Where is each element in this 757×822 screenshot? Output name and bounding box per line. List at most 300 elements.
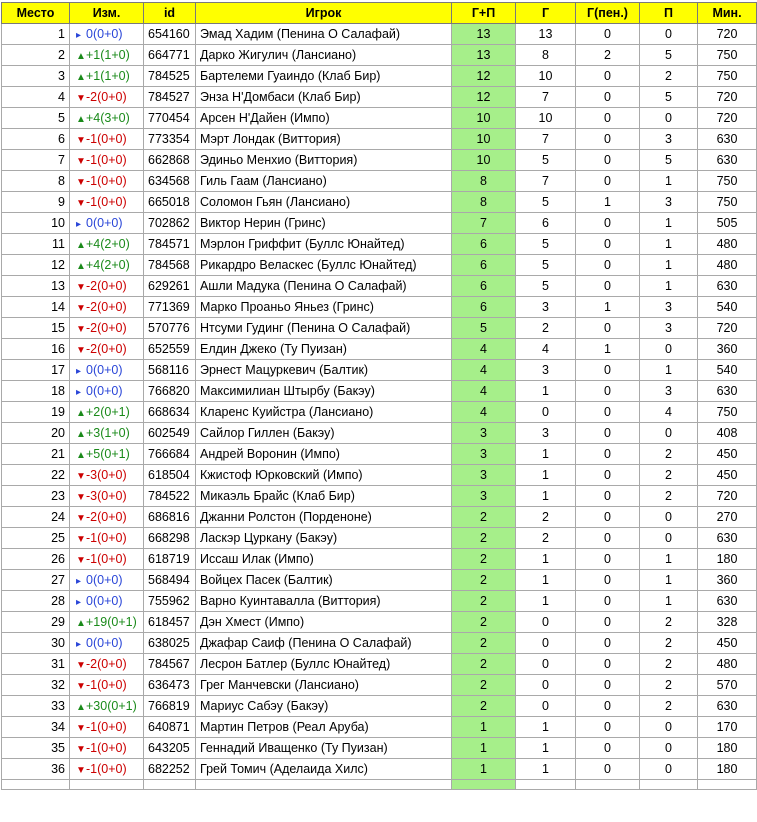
goals-cell[interactable]: 7: [516, 87, 576, 108]
goals-cell[interactable]: 7: [516, 129, 576, 150]
goals-cell[interactable]: 7: [516, 171, 576, 192]
minutes-cell[interactable]: 630: [698, 591, 757, 612]
minutes-cell[interactable]: 328: [698, 612, 757, 633]
goals-plus-assists-cell[interactable]: 4: [452, 360, 516, 381]
penalty-goals-cell[interactable]: 0: [576, 696, 640, 717]
table-row[interactable]: [2, 192, 757, 213]
penalty-goals-cell[interactable]: 0: [576, 213, 640, 234]
assists-cell[interactable]: 1: [640, 549, 698, 570]
place-cell[interactable]: 34: [2, 717, 70, 738]
minutes-cell[interactable]: 720: [698, 24, 757, 45]
assists-cell[interactable]: 1: [640, 255, 698, 276]
player-cell[interactable]: Арсен Н'Дайен (Импо): [196, 108, 452, 129]
change-cell[interactable]: [70, 423, 144, 444]
table-row[interactable]: [2, 759, 757, 780]
place-cell[interactable]: 16: [2, 339, 70, 360]
place-cell[interactable]: 7: [2, 150, 70, 171]
player-cell[interactable]: Грег Манчевски (Лансиано): [196, 675, 452, 696]
place-cell[interactable]: 14: [2, 297, 70, 318]
goals-cell[interactable]: 0: [516, 633, 576, 654]
player-cell[interactable]: Сайлор Гиллен (Бакэу): [196, 423, 452, 444]
change-cell[interactable]: [70, 339, 144, 360]
goals-plus-assists-cell[interactable]: 2: [452, 612, 516, 633]
place-cell[interactable]: 3: [2, 66, 70, 87]
goals-plus-assists-cell[interactable]: 4: [452, 381, 516, 402]
player-cell[interactable]: Грей Томич (Аделаида Хилс): [196, 759, 452, 780]
id-cell[interactable]: 636473: [144, 675, 196, 696]
penalty-goals-cell[interactable]: 0: [576, 549, 640, 570]
player-cell[interactable]: Эрнест Мацуркевич (Балтик): [196, 360, 452, 381]
minutes-cell[interactable]: 170: [698, 717, 757, 738]
player-cell[interactable]: Гиль Гаам (Лансиано): [196, 171, 452, 192]
change-cell[interactable]: [70, 276, 144, 297]
change-cell[interactable]: [70, 759, 144, 780]
id-cell[interactable]: 652559: [144, 339, 196, 360]
penalty-goals-cell[interactable]: 0: [576, 381, 640, 402]
id-cell[interactable]: 640871: [144, 717, 196, 738]
place-cell[interactable]: 21: [2, 444, 70, 465]
penalty-goals-cell[interactable]: 0: [576, 24, 640, 45]
player-cell[interactable]: Андрей Воронин (Импо): [196, 444, 452, 465]
change-cell[interactable]: [70, 507, 144, 528]
place-cell[interactable]: 15: [2, 318, 70, 339]
place-cell[interactable]: 12: [2, 255, 70, 276]
goals-cell[interactable]: 2: [516, 318, 576, 339]
player-cell[interactable]: Дэн Хмест (Импо): [196, 612, 452, 633]
player-cell[interactable]: Марко Проаньо Яньез (Гринс): [196, 297, 452, 318]
id-cell[interactable]: 770454: [144, 108, 196, 129]
assists-cell[interactable]: 0: [640, 108, 698, 129]
minutes-cell[interactable]: 180: [698, 759, 757, 780]
goals-plus-assists-cell[interactable]: 13: [452, 45, 516, 66]
place-cell[interactable]: 13: [2, 276, 70, 297]
goals-cell[interactable]: 8: [516, 45, 576, 66]
place-cell[interactable]: 26: [2, 549, 70, 570]
place-cell[interactable]: 8: [2, 171, 70, 192]
table-row[interactable]: [2, 318, 757, 339]
minutes-cell[interactable]: 630: [698, 696, 757, 717]
penalty-goals-cell[interactable]: 0: [576, 444, 640, 465]
table-row[interactable]: [2, 402, 757, 423]
table-row[interactable]: [2, 465, 757, 486]
goals-cell[interactable]: 5: [516, 192, 576, 213]
id-cell[interactable]: 570776: [144, 318, 196, 339]
goals-plus-assists-cell[interactable]: 3: [452, 465, 516, 486]
goals-plus-assists-cell[interactable]: 1: [452, 738, 516, 759]
penalty-goals-cell[interactable]: 2: [576, 45, 640, 66]
goals-plus-assists-cell[interactable]: 6: [452, 255, 516, 276]
goals-plus-assists-cell[interactable]: 12: [452, 66, 516, 87]
place-cell[interactable]: 27: [2, 570, 70, 591]
goals-plus-assists-cell[interactable]: 4: [452, 339, 516, 360]
goals-plus-assists-cell[interactable]: 6: [452, 297, 516, 318]
table-row[interactable]: [2, 66, 757, 87]
assists-cell[interactable]: 0: [640, 759, 698, 780]
minutes-cell[interactable]: 180: [698, 549, 757, 570]
id-cell[interactable]: 784568: [144, 255, 196, 276]
place-cell[interactable]: 2: [2, 45, 70, 66]
goals-plus-assists-cell[interactable]: 7: [452, 213, 516, 234]
goals-cell[interactable]: 13: [516, 24, 576, 45]
assists-cell[interactable]: 2: [640, 486, 698, 507]
goals-plus-assists-cell[interactable]: 1: [452, 717, 516, 738]
penalty-goals-cell[interactable]: 0: [576, 759, 640, 780]
penalty-goals-cell[interactable]: 0: [576, 318, 640, 339]
goals-cell[interactable]: 0: [516, 654, 576, 675]
minutes-cell[interactable]: 450: [698, 465, 757, 486]
penalty-goals-cell[interactable]: 0: [576, 171, 640, 192]
goals-plus-assists-cell[interactable]: 10: [452, 108, 516, 129]
change-cell[interactable]: [70, 591, 144, 612]
place-cell[interactable]: 31: [2, 654, 70, 675]
id-cell[interactable]: 755962: [144, 591, 196, 612]
id-cell[interactable]: 643205: [144, 738, 196, 759]
minutes-cell[interactable]: 630: [698, 276, 757, 297]
table-row[interactable]: [2, 150, 757, 171]
penalty-goals-cell[interactable]: 0: [576, 465, 640, 486]
minutes-cell[interactable]: 450: [698, 444, 757, 465]
minutes-cell[interactable]: 450: [698, 633, 757, 654]
assists-cell[interactable]: 1: [640, 591, 698, 612]
id-cell[interactable]: 771369: [144, 297, 196, 318]
id-cell[interactable]: 568494: [144, 570, 196, 591]
change-cell[interactable]: [70, 255, 144, 276]
goals-cell[interactable]: 1: [516, 381, 576, 402]
table-row[interactable]: [2, 339, 757, 360]
col-header-penalty-goals[interactable]: Г(пен.): [576, 3, 640, 24]
place-cell[interactable]: 19: [2, 402, 70, 423]
assists-cell[interactable]: 3: [640, 297, 698, 318]
assists-cell[interactable]: 1: [640, 360, 698, 381]
col-header-assists[interactable]: П: [640, 3, 698, 24]
col-header-goals[interactable]: Г: [516, 3, 576, 24]
penalty-goals-cell[interactable]: 0: [576, 66, 640, 87]
goals-cell[interactable]: 1: [516, 738, 576, 759]
table-row[interactable]: [2, 213, 757, 234]
goals-cell[interactable]: 1: [516, 486, 576, 507]
id-cell[interactable]: 784527: [144, 87, 196, 108]
assists-cell[interactable]: 0: [640, 339, 698, 360]
player-cell[interactable]: Мэрлон Гриффит (Буллс Юнайтед): [196, 234, 452, 255]
player-cell[interactable]: Энза Н'Домбаси (Клаб Бир): [196, 87, 452, 108]
player-cell[interactable]: Бартелеми Гуаиндо (Клаб Бир): [196, 66, 452, 87]
penalty-goals-cell[interactable]: 0: [576, 150, 640, 171]
change-cell[interactable]: [70, 570, 144, 591]
place-cell[interactable]: 24: [2, 507, 70, 528]
table-row[interactable]: [2, 675, 757, 696]
goals-cell[interactable]: 3: [516, 423, 576, 444]
minutes-cell[interactable]: 570: [698, 675, 757, 696]
assists-cell[interactable]: 2: [640, 465, 698, 486]
goals-plus-assists-cell[interactable]: 1: [452, 759, 516, 780]
goals-cell[interactable]: 5: [516, 255, 576, 276]
penalty-goals-cell[interactable]: 0: [576, 360, 640, 381]
minutes-cell[interactable]: 630: [698, 381, 757, 402]
goals-plus-assists-cell[interactable]: 2: [452, 675, 516, 696]
assists-cell[interactable]: 0: [640, 528, 698, 549]
table-row[interactable]: [2, 696, 757, 717]
table-row[interactable]: [2, 45, 757, 66]
goals-plus-assists-cell[interactable]: 2: [452, 570, 516, 591]
assists-cell[interactable]: 0: [640, 423, 698, 444]
table-row[interactable]: [2, 738, 757, 759]
player-cell[interactable]: Мартин Петров (Реал Аруба): [196, 717, 452, 738]
place-cell[interactable]: 18: [2, 381, 70, 402]
change-cell[interactable]: [70, 717, 144, 738]
change-cell[interactable]: [70, 129, 144, 150]
penalty-goals-cell[interactable]: 0: [576, 423, 640, 444]
assists-cell[interactable]: 3: [640, 192, 698, 213]
place-cell[interactable]: 5: [2, 108, 70, 129]
player-cell[interactable]: Кларенс Куийстра (Лансиано): [196, 402, 452, 423]
goals-plus-assists-cell[interactable]: 5: [452, 318, 516, 339]
goals-cell[interactable]: 5: [516, 234, 576, 255]
goals-cell[interactable]: 0: [516, 696, 576, 717]
table-row[interactable]: [2, 129, 757, 150]
change-cell[interactable]: [70, 549, 144, 570]
penalty-goals-cell[interactable]: 0: [576, 633, 640, 654]
id-cell[interactable]: 634568: [144, 171, 196, 192]
id-cell[interactable]: 784522: [144, 486, 196, 507]
minutes-cell[interactable]: 270: [698, 507, 757, 528]
place-cell[interactable]: 23: [2, 486, 70, 507]
id-cell[interactable]: 686816: [144, 507, 196, 528]
penalty-goals-cell[interactable]: 0: [576, 234, 640, 255]
table-row[interactable]: [2, 549, 757, 570]
table-row[interactable]: [2, 612, 757, 633]
table-row[interactable]: [2, 255, 757, 276]
table-row[interactable]: [2, 87, 757, 108]
player-cell[interactable]: Лесрон Батлер (Буллс Юнайтед): [196, 654, 452, 675]
minutes-cell[interactable]: 630: [698, 528, 757, 549]
goals-cell[interactable]: 1: [516, 591, 576, 612]
player-cell[interactable]: Мэрт Лондак (Виттория): [196, 129, 452, 150]
penalty-goals-cell[interactable]: 0: [576, 738, 640, 759]
place-cell[interactable]: 32: [2, 675, 70, 696]
change-cell[interactable]: [70, 654, 144, 675]
player-cell[interactable]: Рикардро Веласкес (Буллс Юнайтед): [196, 255, 452, 276]
player-cell[interactable]: Соломон Гьян (Лансиано): [196, 192, 452, 213]
minutes-cell[interactable]: 750: [698, 66, 757, 87]
player-cell[interactable]: Максимилиан Штырбу (Бакэу): [196, 381, 452, 402]
goals-plus-assists-cell[interactable]: 10: [452, 150, 516, 171]
assists-cell[interactable]: 3: [640, 381, 698, 402]
player-cell[interactable]: Ласкэр Цуркану (Бакэу): [196, 528, 452, 549]
change-cell[interactable]: [70, 738, 144, 759]
goals-plus-assists-cell[interactable]: 8: [452, 171, 516, 192]
penalty-goals-cell[interactable]: 0: [576, 654, 640, 675]
assists-cell[interactable]: 3: [640, 318, 698, 339]
table-row[interactable]: [2, 486, 757, 507]
minutes-cell[interactable]: 540: [698, 297, 757, 318]
change-cell[interactable]: [70, 108, 144, 129]
change-cell[interactable]: [70, 150, 144, 171]
id-cell[interactable]: 766819: [144, 696, 196, 717]
minutes-cell[interactable]: 750: [698, 402, 757, 423]
penalty-goals-cell[interactable]: 0: [576, 402, 640, 423]
goals-plus-assists-cell[interactable]: 3: [452, 486, 516, 507]
col-header-change[interactable]: Изм.: [70, 3, 144, 24]
goals-plus-assists-cell[interactable]: 6: [452, 276, 516, 297]
id-cell[interactable]: 766684: [144, 444, 196, 465]
id-cell[interactable]: 668298: [144, 528, 196, 549]
goals-plus-assists-cell[interactable]: 3: [452, 444, 516, 465]
place-cell[interactable]: 30: [2, 633, 70, 654]
change-cell[interactable]: [70, 465, 144, 486]
table-row[interactable]: [2, 528, 757, 549]
player-cell[interactable]: Микаэль Брайс (Клаб Бир): [196, 486, 452, 507]
goals-cell[interactable]: 3: [516, 297, 576, 318]
id-cell[interactable]: 618719: [144, 549, 196, 570]
goals-cell[interactable]: 2: [516, 507, 576, 528]
assists-cell[interactable]: 2: [640, 654, 698, 675]
penalty-goals-cell[interactable]: 1: [576, 339, 640, 360]
place-cell[interactable]: 9: [2, 192, 70, 213]
minutes-cell[interactable]: 630: [698, 129, 757, 150]
change-cell[interactable]: [70, 612, 144, 633]
goals-cell[interactable]: 0: [516, 402, 576, 423]
minutes-cell[interactable]: 505: [698, 213, 757, 234]
assists-cell[interactable]: 2: [640, 696, 698, 717]
id-cell[interactable]: 784525: [144, 66, 196, 87]
goals-plus-assists-cell[interactable]: 2: [452, 549, 516, 570]
table-row[interactable]: [2, 108, 757, 129]
id-cell[interactable]: 654160: [144, 24, 196, 45]
assists-cell[interactable]: 2: [640, 633, 698, 654]
goals-cell[interactable]: 1: [516, 759, 576, 780]
player-cell[interactable]: Эдиньо Менхио (Виттория): [196, 150, 452, 171]
penalty-goals-cell[interactable]: 0: [576, 528, 640, 549]
table-row[interactable]: [2, 717, 757, 738]
assists-cell[interactable]: 1: [640, 213, 698, 234]
minutes-cell[interactable]: 480: [698, 654, 757, 675]
id-cell[interactable]: 784571: [144, 234, 196, 255]
goals-cell[interactable]: 1: [516, 444, 576, 465]
col-header-minutes[interactable]: Мин.: [698, 3, 757, 24]
table-row[interactable]: [2, 171, 757, 192]
place-cell[interactable]: 10: [2, 213, 70, 234]
goals-plus-assists-cell[interactable]: 13: [452, 24, 516, 45]
id-cell[interactable]: 638025: [144, 633, 196, 654]
change-cell[interactable]: [70, 381, 144, 402]
id-cell[interactable]: 773354: [144, 129, 196, 150]
player-cell[interactable]: Джафар Саиф (Пенина О Салафай): [196, 633, 452, 654]
minutes-cell[interactable]: 180: [698, 738, 757, 759]
penalty-goals-cell[interactable]: 1: [576, 297, 640, 318]
table-row[interactable]: [2, 24, 757, 45]
change-cell[interactable]: [70, 318, 144, 339]
assists-cell[interactable]: 5: [640, 87, 698, 108]
goals-cell[interactable]: 1: [516, 717, 576, 738]
penalty-goals-cell[interactable]: 0: [576, 129, 640, 150]
table-row[interactable]: [2, 381, 757, 402]
penalty-goals-cell[interactable]: 0: [576, 507, 640, 528]
assists-cell[interactable]: 0: [640, 507, 698, 528]
table-row[interactable]: [2, 297, 757, 318]
player-cell[interactable]: Дарко Жигулич (Лансиано): [196, 45, 452, 66]
player-cell[interactable]: Иссаш Илак (Импо): [196, 549, 452, 570]
place-cell[interactable]: 33: [2, 696, 70, 717]
col-header-player[interactable]: Игрок: [196, 3, 452, 24]
minutes-cell[interactable]: 480: [698, 234, 757, 255]
goals-cell[interactable]: 3: [516, 360, 576, 381]
goals-plus-assists-cell[interactable]: 8: [452, 192, 516, 213]
minutes-cell[interactable]: 540: [698, 360, 757, 381]
table-row[interactable]: [2, 276, 757, 297]
penalty-goals-cell[interactable]: 1: [576, 192, 640, 213]
assists-cell[interactable]: 0: [640, 717, 698, 738]
minutes-cell[interactable]: 720: [698, 318, 757, 339]
penalty-goals-cell[interactable]: 0: [576, 87, 640, 108]
player-cell[interactable]: Нтсуми Гудинг (Пенина О Салафай): [196, 318, 452, 339]
assists-cell[interactable]: 1: [640, 276, 698, 297]
penalty-goals-cell[interactable]: 0: [576, 675, 640, 696]
change-cell[interactable]: [70, 402, 144, 423]
table-row[interactable]: [2, 234, 757, 255]
goals-plus-assists-cell[interactable]: 3: [452, 423, 516, 444]
goals-cell[interactable]: 4: [516, 339, 576, 360]
table-row[interactable]: [2, 507, 757, 528]
id-cell[interactable]: 568116: [144, 360, 196, 381]
id-cell[interactable]: 682252: [144, 759, 196, 780]
player-cell[interactable]: Ашли Мадука (Пенина О Салафай): [196, 276, 452, 297]
assists-cell[interactable]: 4: [640, 402, 698, 423]
minutes-cell[interactable]: 720: [698, 87, 757, 108]
place-cell[interactable]: 28: [2, 591, 70, 612]
place-cell[interactable]: 17: [2, 360, 70, 381]
goals-cell[interactable]: 1: [516, 549, 576, 570]
goals-plus-assists-cell[interactable]: 6: [452, 234, 516, 255]
change-cell[interactable]: [70, 192, 144, 213]
minutes-cell[interactable]: 750: [698, 192, 757, 213]
place-cell[interactable]: 4: [2, 87, 70, 108]
minutes-cell[interactable]: 360: [698, 570, 757, 591]
penalty-goals-cell[interactable]: 0: [576, 570, 640, 591]
goals-cell[interactable]: 1: [516, 570, 576, 591]
id-cell[interactable]: 702862: [144, 213, 196, 234]
change-cell[interactable]: [70, 66, 144, 87]
minutes-cell[interactable]: 720: [698, 486, 757, 507]
minutes-cell[interactable]: 360: [698, 339, 757, 360]
penalty-goals-cell[interactable]: 0: [576, 612, 640, 633]
id-cell[interactable]: 618504: [144, 465, 196, 486]
assists-cell[interactable]: 1: [640, 234, 698, 255]
goals-plus-assists-cell[interactable]: 2: [452, 696, 516, 717]
minutes-cell[interactable]: 480: [698, 255, 757, 276]
penalty-goals-cell[interactable]: 0: [576, 108, 640, 129]
place-cell[interactable]: 25: [2, 528, 70, 549]
id-cell[interactable]: 602549: [144, 423, 196, 444]
assists-cell[interactable]: 2: [640, 612, 698, 633]
place-cell[interactable]: 29: [2, 612, 70, 633]
id-cell[interactable]: 665018: [144, 192, 196, 213]
assists-cell[interactable]: 3: [640, 129, 698, 150]
goals-plus-assists-cell[interactable]: 10: [452, 129, 516, 150]
minutes-cell[interactable]: 750: [698, 171, 757, 192]
goals-cell[interactable]: 2: [516, 528, 576, 549]
place-cell[interactable]: 22: [2, 465, 70, 486]
player-cell[interactable]: Варно Куинтавалла (Виттория): [196, 591, 452, 612]
assists-cell[interactable]: 1: [640, 171, 698, 192]
table-row[interactable]: [2, 570, 757, 591]
table-row[interactable]: [2, 654, 757, 675]
goals-cell[interactable]: 10: [516, 108, 576, 129]
player-cell[interactable]: Виктор Нерин (Гринс): [196, 213, 452, 234]
goals-plus-assists-cell[interactable]: 2: [452, 633, 516, 654]
goals-plus-assists-cell[interactable]: 4: [452, 402, 516, 423]
goals-plus-assists-cell[interactable]: 2: [452, 654, 516, 675]
goals-cell[interactable]: 0: [516, 612, 576, 633]
